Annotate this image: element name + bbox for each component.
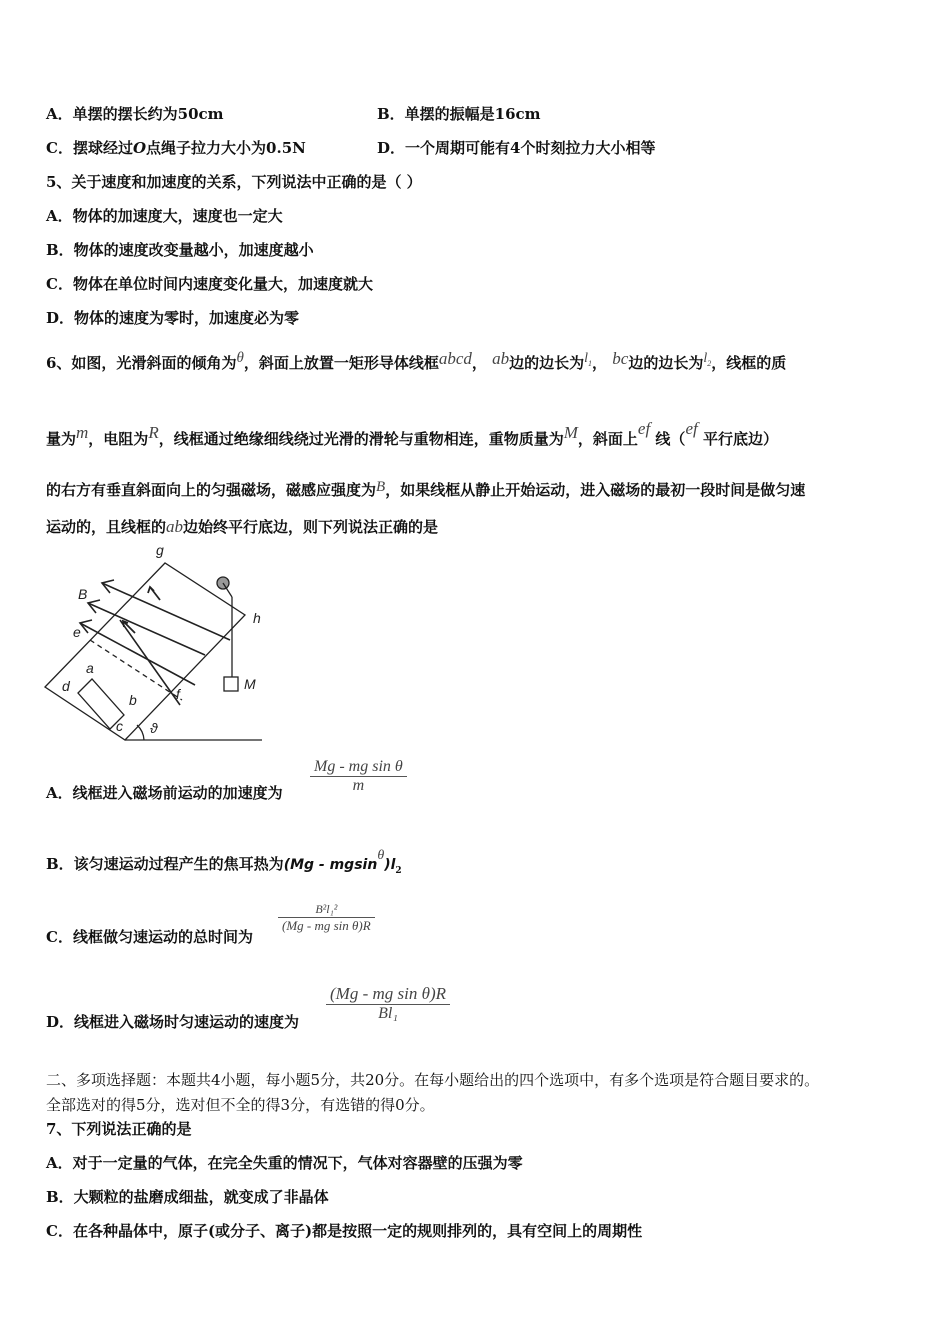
q6-stem-line4: 运动的，且线框的ab边始终平行底边，则下列说法正确的是 (46, 517, 439, 536)
section2-line1: 二、多项选择题：本题共4小题，每小题5分，共20分。在每小题给出的四个选项中，有多个选项是符合题目要求的。 (46, 1071, 820, 1089)
mass-M (224, 677, 238, 691)
q7-option-b: B．大颗粒的盐磨成细盐，就变成了非晶体 (46, 1188, 329, 1206)
svg-text:M: M (244, 676, 256, 692)
incline-figure (40, 545, 280, 754)
q4-option-c: C．摆球经过O点绳子拉力大小为0.5N (46, 139, 306, 157)
q5-option-b: B．物体的速度改变量越小，加速度越小 (46, 241, 314, 259)
q7-stem: 7、下列说法正确的是 (46, 1120, 192, 1138)
svg-text:ϑ: ϑ (150, 720, 158, 736)
q6-option-a-fraction: Mg - mg sin θ m (310, 758, 407, 795)
q5-option-a: A．物体的加速度大，速度也一定大 (46, 207, 283, 225)
svg-text:e: e (73, 624, 81, 640)
svg-text:g: g (156, 545, 164, 558)
svg-text:a: a (86, 660, 94, 676)
svg-text:f: f (176, 686, 180, 702)
incline-plane (45, 563, 245, 740)
q7-option-c: C．在各种晶体中，原子(或分子、离子)都是按照一定的规则排列的，具有空间上的周期性 (46, 1222, 643, 1240)
svg-text:d: d (62, 678, 70, 694)
svg-text:c: c (116, 718, 123, 734)
svg-text:b: b (129, 692, 137, 708)
q6-option-d: D．线框进入磁场时匀速运动的速度为 (46, 1013, 300, 1031)
q6-stem-line3: 的右方有垂直斜面向上的匀强磁场，磁感应强度为B，如果线框从静止开始运动，进入磁场的最初一段时间是做匀速 (46, 479, 806, 499)
q7-option-a: A．对于一定量的气体，在完全失重的情况下，气体对容器壁的压强为零 (46, 1154, 523, 1172)
q5-stem: 5、关于速度和加速度的关系，下列说法中正确的是（ ） (46, 173, 422, 191)
section2-line2: 全部选对的得5分，选对但不全的得3分，有选错的得0分。 (46, 1096, 435, 1114)
q6-option-c-fraction: B²l₁² (Mg - mg sin θ)R (278, 902, 375, 934)
b-field-arrows (80, 580, 230, 705)
svg-text:h: h (253, 610, 261, 626)
q6-option-d-fraction: (Mg - mg sin θ)R Bl₁ (326, 984, 450, 1023)
q6-option-a: A．线框进入磁场前运动的加速度为 (46, 784, 283, 802)
svg-text:B: B (78, 586, 88, 602)
q6-option-c: C．线框做匀速运动的总时间为 (46, 928, 253, 946)
q4-option-b: B．单摆的振幅是16cm (377, 105, 541, 123)
q5-option-c: C．物体在单位时间内速度变化量大，加速度就大 (46, 275, 373, 293)
q6-option-b: B．该匀速运动过程产生的焦耳热为$(Mg - mgsin\theta)l_2$ (46, 848, 402, 876)
q4-option-d: D．一个周期可能有4个时刻拉力大小相等 (377, 139, 656, 157)
q6-stem-line2: 量为m，电阻为R，线框通过绝缘细线绕过光滑的滑轮与重物相连，重物质量为M，斜面上ef 线（ef 平行底边） (46, 419, 778, 448)
q5-option-d: D．物体的速度为零时，加速度必为零 (46, 309, 300, 327)
q6-stem-line1: 6、如图，光滑斜面的倾角为θ，斜面上放置一矩形导体线框abcd， ab边的边长为$l_1$， bc边的边长为$l_2$，线框的质 (46, 349, 787, 372)
q4-option-a: A．单摆的摆长约为50cm (46, 105, 224, 123)
